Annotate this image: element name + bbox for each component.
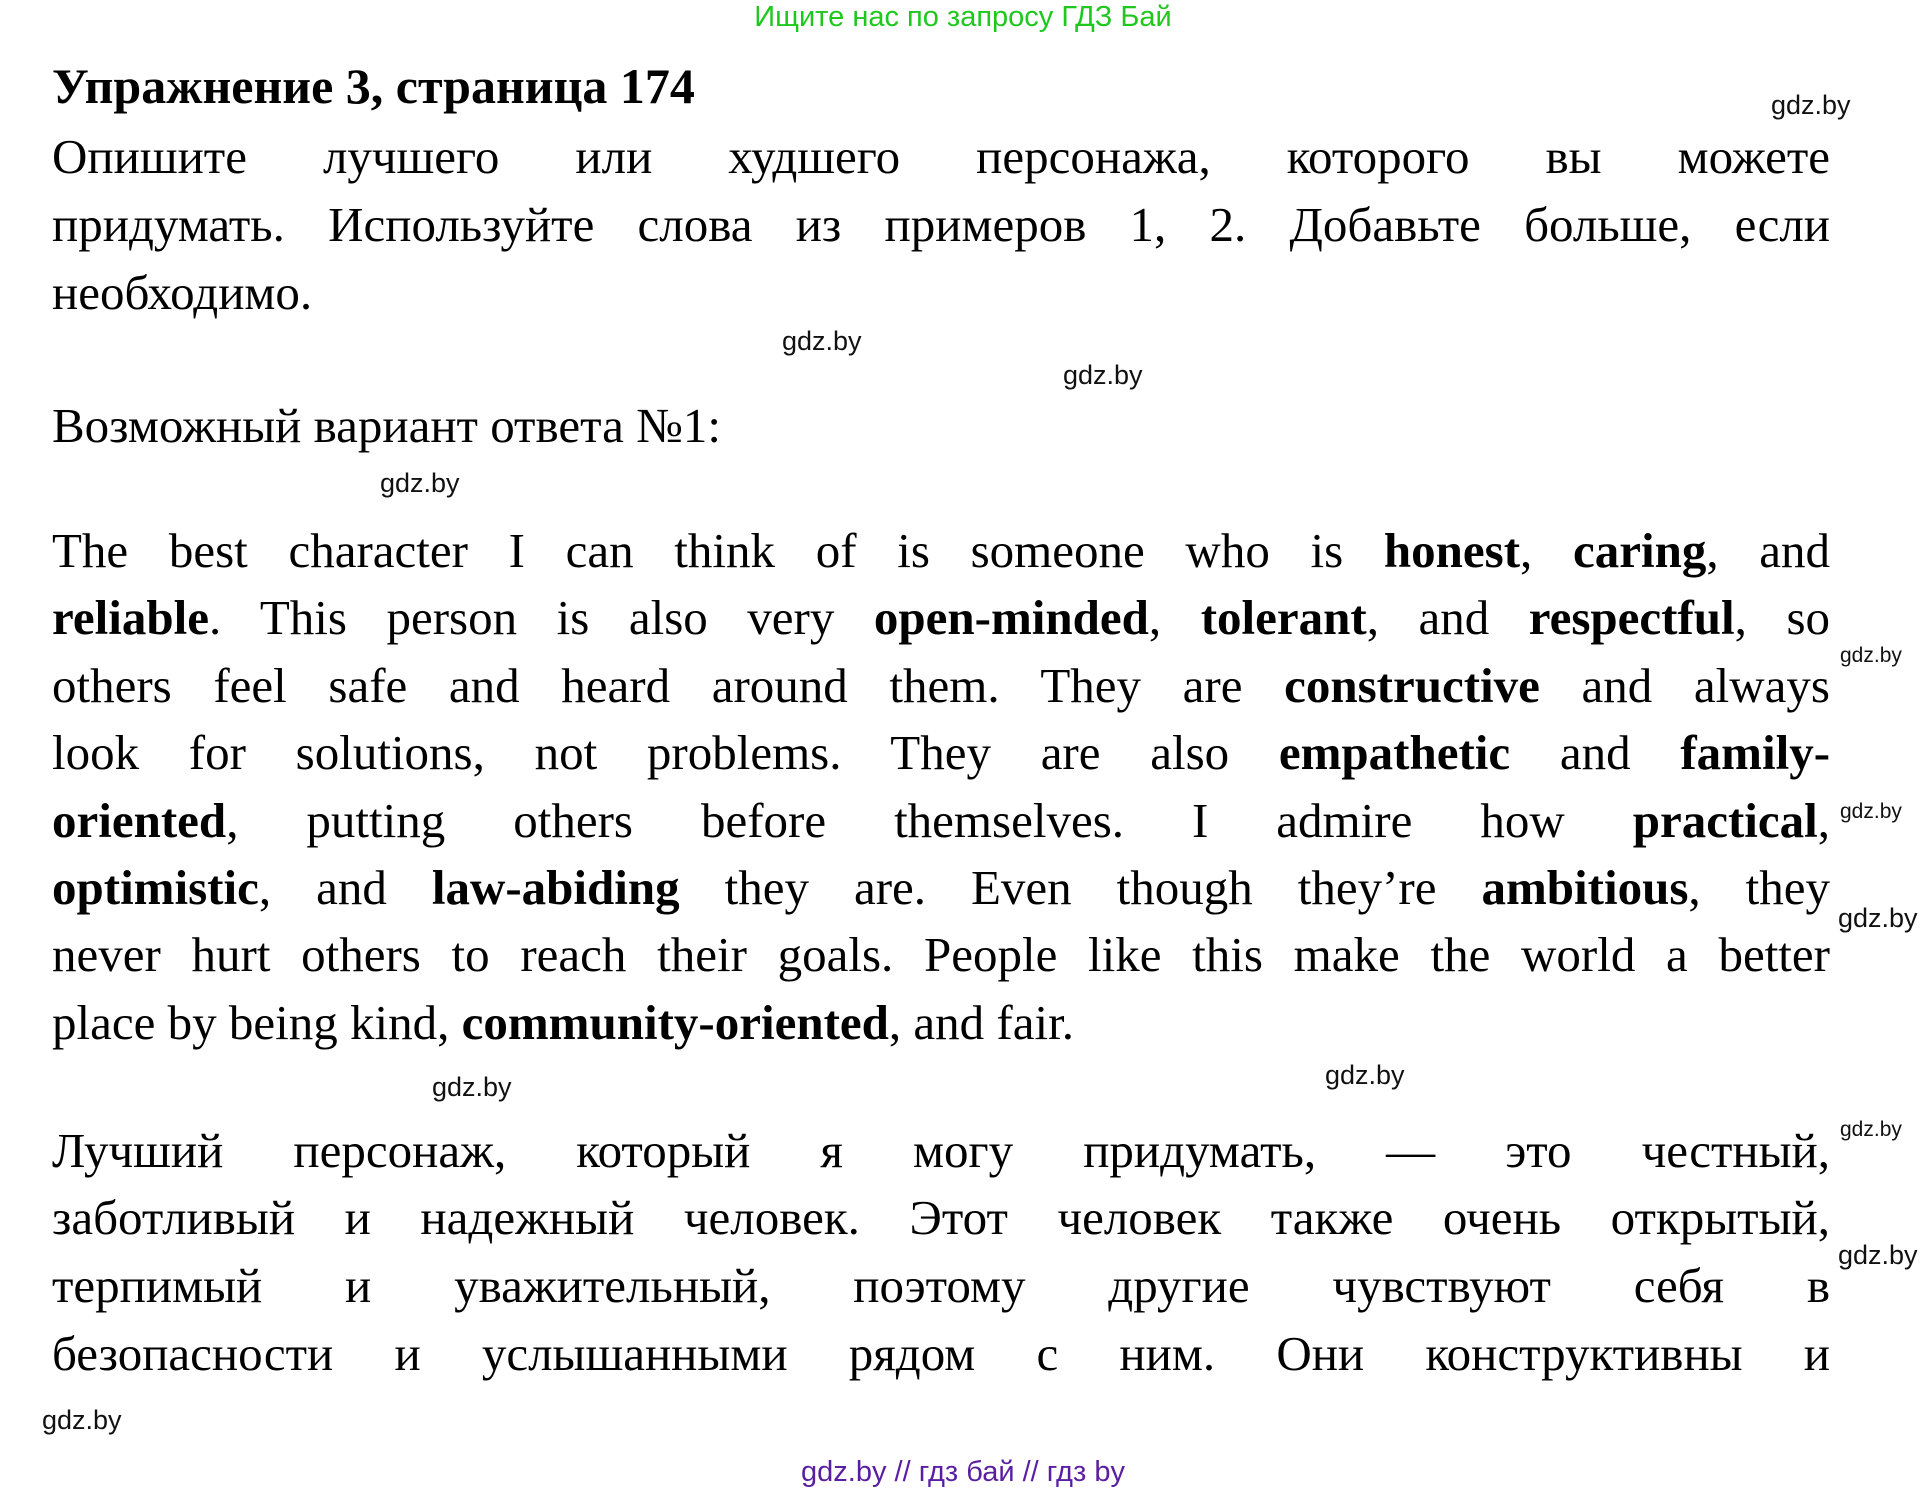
watermark: gdz.by bbox=[1840, 644, 1902, 667]
watermark: gdz.by bbox=[1840, 800, 1902, 823]
bold-keyword: oriented bbox=[52, 792, 227, 848]
bold-keyword: optimistic bbox=[52, 860, 259, 915]
watermark: gdz.by bbox=[380, 468, 460, 498]
bold-keyword: practical bbox=[1632, 792, 1818, 848]
english-line bbox=[52, 993, 1830, 1053]
english-line bbox=[52, 723, 1830, 783]
watermark: gdz.by bbox=[1840, 1118, 1902, 1141]
bold-keyword: law-abiding bbox=[431, 860, 680, 915]
text-segment: look for solutions, not problems. They are also bbox=[52, 725, 1279, 781]
text-segment: , and bbox=[1706, 523, 1831, 578]
watermark: gdz.by bbox=[1838, 903, 1918, 933]
bold-keyword: caring bbox=[1572, 523, 1707, 578]
text-segment: they are. Even though they’re bbox=[679, 860, 1482, 915]
russian-line: безопасности и услышанными рядом с ним. Они конструктивны и bbox=[52, 1326, 1830, 1381]
text-segment: , and bbox=[1366, 590, 1529, 646]
watermark: gdz.by bbox=[1771, 90, 1851, 120]
watermark: gdz.by bbox=[1325, 1060, 1405, 1090]
text-segment: others feel safe and heard around them. They are bbox=[52, 657, 1285, 713]
text-segment: , they bbox=[1688, 860, 1830, 915]
english-line bbox=[52, 588, 1830, 648]
answer-heading: Возможный вариант ответа №1: bbox=[52, 398, 721, 453]
task-line: необходимо. bbox=[52, 265, 313, 320]
page-title: Упражнение 3, страница 174 bbox=[52, 58, 695, 114]
english-line bbox=[52, 791, 1830, 851]
search-banner: Ищите нас по запросу ГДЗ Бай bbox=[754, 1, 1172, 33]
text-segment: The best character I can think of is someone who is bbox=[52, 523, 1384, 578]
english-line bbox=[52, 656, 1830, 716]
text-segment: and bbox=[1510, 725, 1681, 781]
bold-keyword: reliable bbox=[52, 590, 209, 646]
text-segment: . This person is also very bbox=[208, 590, 874, 646]
text-segment: , and fair. bbox=[888, 994, 1074, 1050]
bold-keyword: open-minded bbox=[873, 590, 1149, 646]
text-segment: , putting others before themselves. I admire how bbox=[226, 792, 1633, 848]
text-segment: , so bbox=[1734, 590, 1831, 646]
bold-keyword: ambitious bbox=[1481, 860, 1689, 915]
watermark: gdz.by bbox=[1838, 1240, 1918, 1270]
footer-links: gdz.by // гдз бай // гдз by bbox=[801, 1456, 1125, 1488]
bold-keyword: tolerant bbox=[1200, 590, 1367, 646]
bold-keyword: respectful bbox=[1528, 590, 1735, 646]
watermark: gdz.by bbox=[432, 1072, 512, 1102]
bold-keyword: honest bbox=[1383, 523, 1521, 578]
text-segment: place by being kind, bbox=[52, 994, 462, 1050]
bold-keyword: constructive bbox=[1284, 657, 1540, 713]
text-segment: , bbox=[1817, 792, 1830, 848]
text-segment: and always bbox=[1539, 657, 1830, 713]
watermark: gdz.by bbox=[42, 1405, 122, 1435]
watermark: gdz.by bbox=[1063, 360, 1143, 390]
english-line bbox=[52, 521, 1830, 581]
task-line: Опишите лучшего или худшего персонажа, которого вы можете bbox=[52, 129, 1830, 184]
bold-keyword: family- bbox=[1680, 725, 1831, 781]
english-line bbox=[52, 925, 1830, 985]
text-segment: never hurt others to reach their goals. People like this make the world a better bbox=[52, 927, 1830, 983]
bold-keyword: community-oriented bbox=[461, 994, 889, 1050]
russian-line: Лучший персонаж, который я могу придумать, — это честный, bbox=[52, 1123, 1830, 1178]
bold-keyword: empathetic bbox=[1278, 725, 1511, 781]
text-segment: , bbox=[1520, 523, 1573, 578]
russian-line: терпимый и уважительный, поэтому другие чувствуют себя в bbox=[52, 1258, 1830, 1313]
text-segment: , bbox=[1148, 590, 1201, 646]
task-line: придумать. Используйте слова из примеров 1, 2. Добавьте больше, если bbox=[52, 197, 1830, 252]
watermark: gdz.by bbox=[782, 326, 862, 356]
english-line bbox=[52, 858, 1830, 918]
russian-line: заботливый и надежный человек. Этот человек также очень открытый, bbox=[52, 1190, 1830, 1245]
text-segment: , and bbox=[258, 860, 432, 915]
